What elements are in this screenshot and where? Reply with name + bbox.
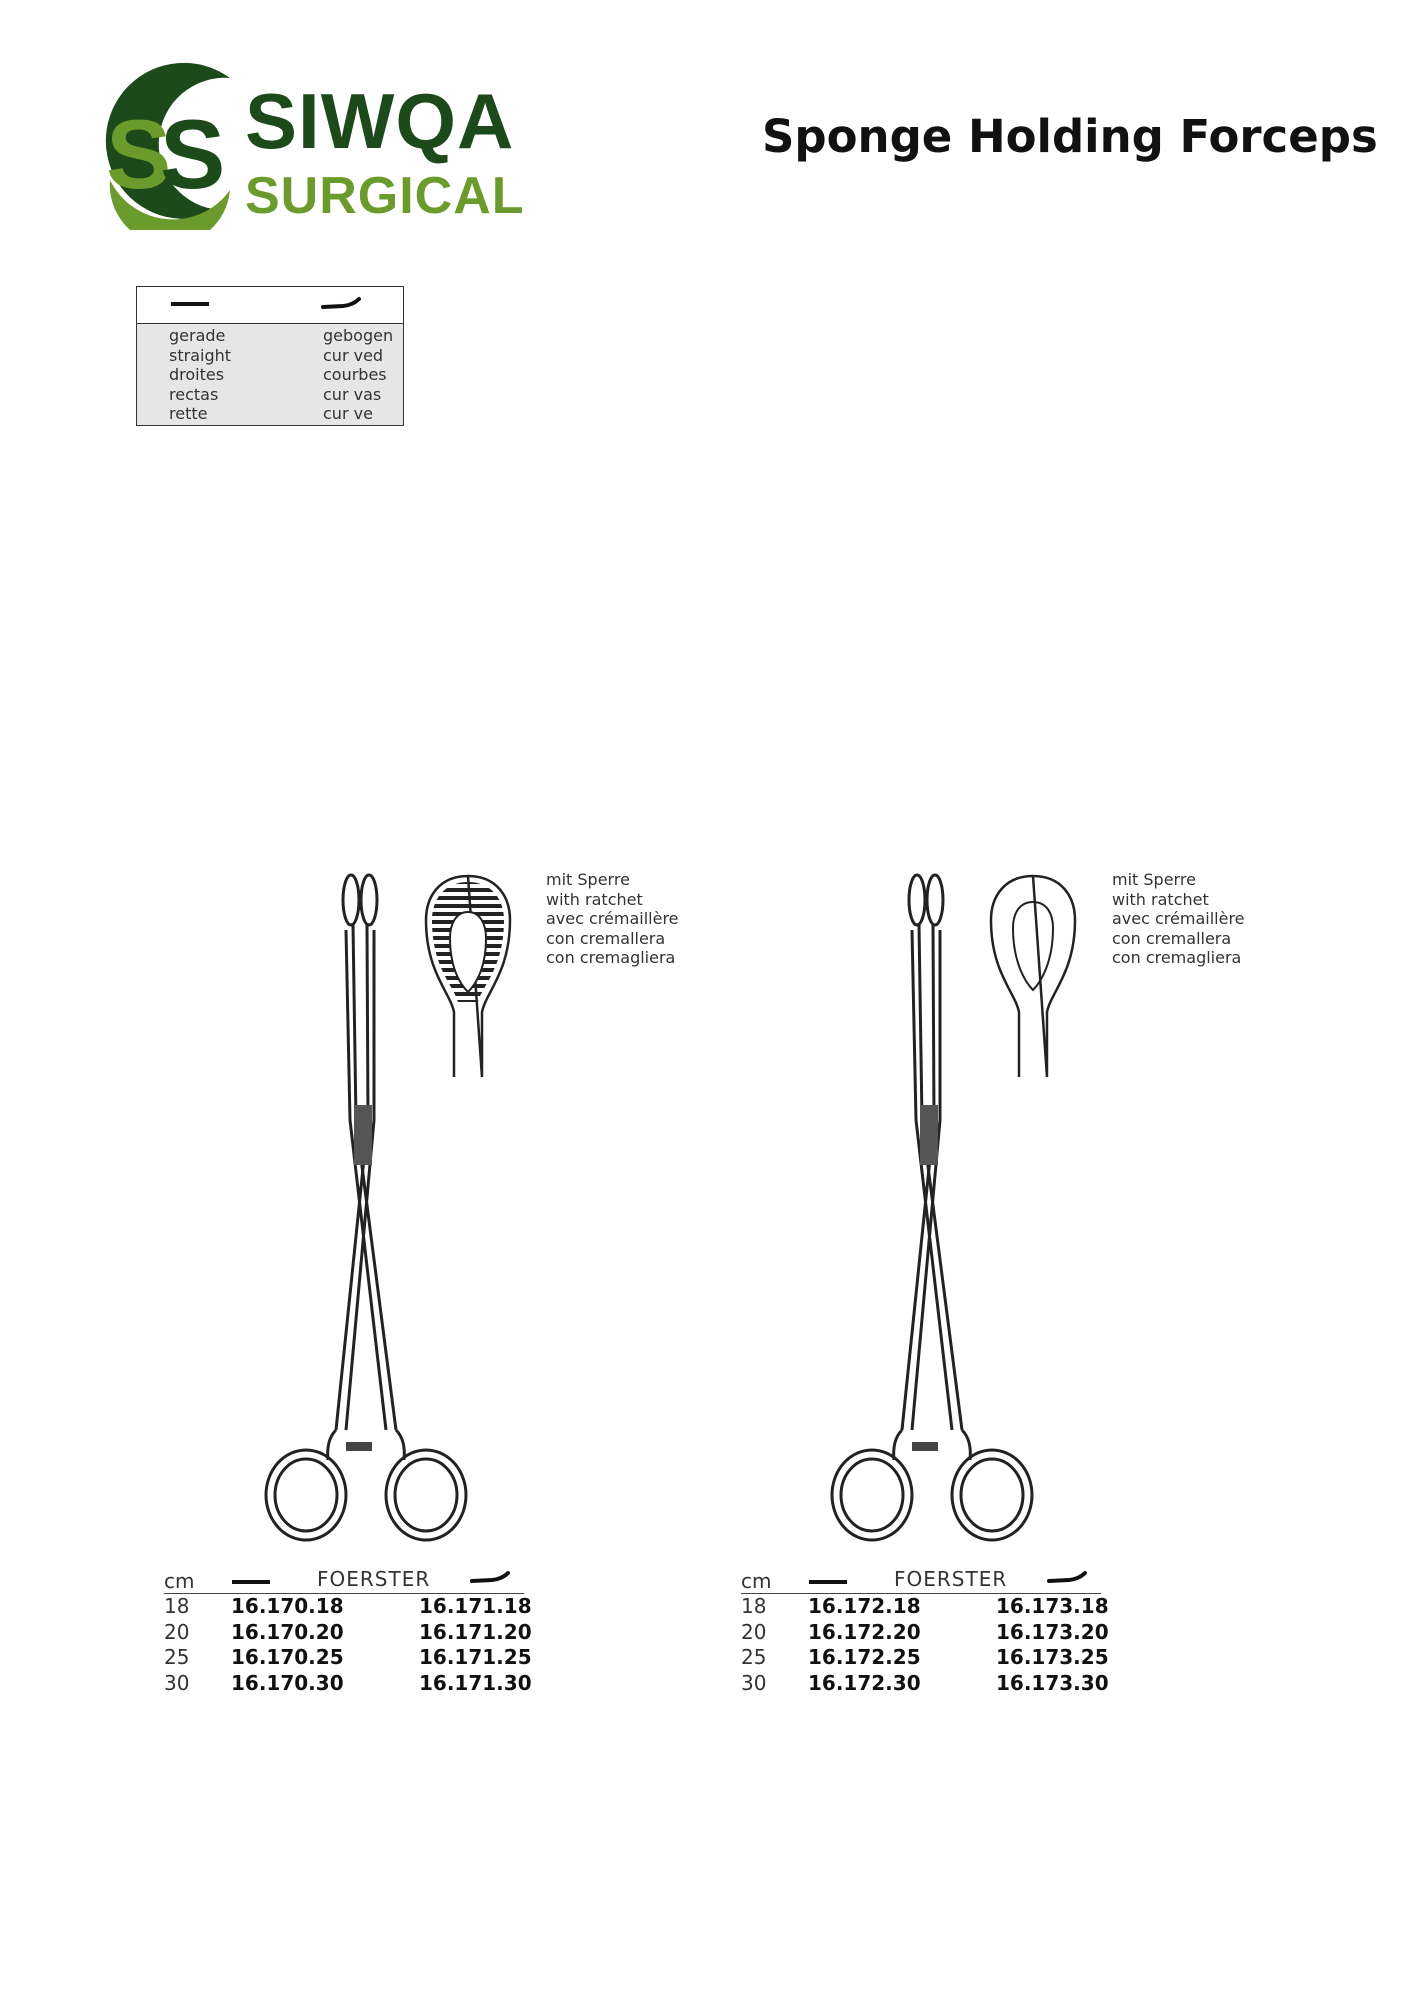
size-cell: 20	[164, 1619, 190, 1644]
legend-term: rette	[169, 404, 208, 423]
size-cell: 18	[164, 1594, 190, 1618]
legend-term: cur ved	[323, 345, 384, 365]
note-line: avec crémaillère	[1112, 909, 1245, 928]
article-straight: 16.170.30	[231, 1670, 344, 1695]
article-straight: 16.172.30	[808, 1670, 921, 1695]
svg-text:S: S	[160, 99, 212, 209]
serrated-jaw-detail	[420, 872, 516, 1084]
note-line: mit Sperre	[546, 870, 630, 889]
note-line: mit Sperre	[1112, 870, 1196, 889]
model-name: FOERSTER	[894, 1567, 1008, 1591]
note-line: con cremallera	[546, 928, 666, 948]
size-cell: 18	[741, 1594, 767, 1618]
table-row	[741, 1645, 1109, 1671]
legend-term: courbes	[323, 365, 387, 384]
curved-line-icon	[470, 1567, 514, 1587]
table-row	[741, 1594, 1109, 1620]
size-cell: 20	[741, 1619, 767, 1644]
curved-line-icon	[321, 293, 365, 313]
article-table	[741, 1565, 1109, 1696]
note-line: con cremagliera	[1112, 948, 1242, 967]
legend-term: gebogen	[323, 326, 394, 345]
note-line: con cremagliera	[546, 948, 676, 967]
legend-term: rectas	[169, 384, 219, 404]
legend-body	[137, 324, 403, 425]
article-straight: 16.170.18	[231, 1594, 344, 1618]
table-header	[164, 1565, 524, 1594]
legend-curved-terms	[323, 326, 393, 424]
straight-line-icon	[808, 1577, 850, 1587]
size-cell: 30	[741, 1670, 767, 1695]
legend-box	[136, 286, 404, 426]
straight-line-icon	[169, 297, 213, 311]
brand-subtitle: SURGICAL	[245, 167, 525, 225]
ratchet-note	[1112, 870, 1245, 968]
legend-term: gerade	[169, 326, 226, 345]
smooth-jaw-detail	[985, 872, 1081, 1084]
legend-term: cur vas	[323, 384, 382, 404]
article-curved: 16.173.25	[996, 1645, 1109, 1669]
model-name: FOERSTER	[317, 1567, 431, 1591]
article-straight: 16.170.25	[231, 1645, 344, 1669]
unit-label: cm	[741, 1569, 772, 1593]
table-row	[164, 1645, 532, 1671]
legend-term: straight	[169, 345, 232, 365]
table-row	[741, 1619, 1109, 1646]
article-curved: 16.173.20	[996, 1619, 1109, 1644]
size-cell: 25	[741, 1645, 767, 1669]
size-cell: 25	[164, 1645, 190, 1669]
svg-text:S: S	[106, 99, 158, 209]
article-straight: 16.172.18	[808, 1594, 921, 1618]
straight-line-icon	[231, 1577, 273, 1587]
table-row	[164, 1670, 532, 1697]
page-title: Sponge Holding Forceps	[762, 110, 1378, 163]
article-straight: 16.172.20	[808, 1619, 921, 1644]
article-curved: 16.171.25	[419, 1645, 532, 1669]
article-curved: 16.171.20	[419, 1619, 532, 1644]
table-row	[164, 1594, 532, 1620]
note-line: con cremallera	[1112, 928, 1232, 948]
size-cell: 30	[164, 1670, 190, 1695]
article-straight: 16.170.20	[231, 1619, 344, 1644]
brand-name: SIWQA	[245, 77, 515, 165]
article-straight: 16.172.25	[808, 1645, 921, 1669]
table-row	[741, 1670, 1109, 1697]
article-curved: 16.173.30	[996, 1670, 1109, 1695]
article-curved: 16.171.30	[419, 1670, 532, 1695]
ratchet-note	[546, 870, 679, 968]
table-row	[164, 1619, 532, 1646]
curved-line-icon	[1047, 1567, 1091, 1587]
article-table	[164, 1565, 532, 1696]
article-curved: 16.173.18	[996, 1594, 1109, 1618]
article-curved: 16.171.18	[419, 1594, 532, 1618]
legend-straight-terms	[169, 326, 231, 424]
unit-label: cm	[164, 1569, 195, 1593]
note-line: with ratchet	[1112, 889, 1209, 909]
legend-header	[137, 287, 403, 324]
legend-term: cur ve	[323, 404, 373, 423]
note-line: with ratchet	[546, 889, 643, 909]
table-header	[741, 1565, 1101, 1594]
legend-term: droites	[169, 365, 225, 384]
note-line: avec crémaillère	[546, 909, 679, 928]
